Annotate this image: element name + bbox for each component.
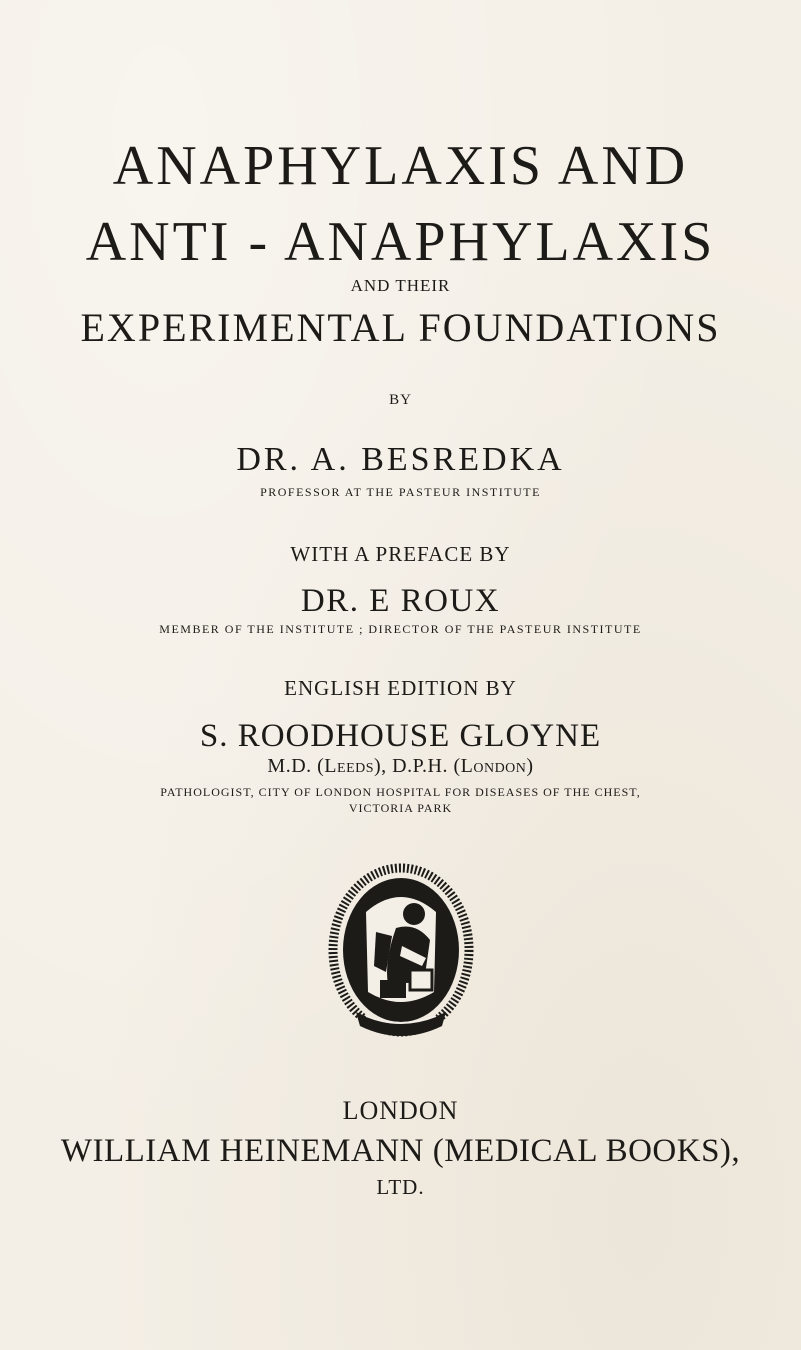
title-line-1: ANAPHYLAXIS AND — [112, 135, 689, 197]
imprint-suffix: LTD. — [376, 1175, 425, 1199]
author-by-label: BY — [389, 392, 412, 408]
title-line-4: EXPERIMENTAL FOUNDATIONS — [80, 305, 721, 350]
translator-role-line-2: VICTORIA PARK — [348, 801, 453, 815]
publisher-emblem-icon — [326, 862, 476, 1048]
preface-author-role: MEMBER OF THE INSTITUTE ; DIRECTOR OF THE PASTEUR INSTITUTE — [159, 622, 642, 636]
imprint-publisher: WILLIAM HEINEMANN (MEDICAL BOOKS), — [60, 1133, 741, 1169]
edition-by-label: ENGLISH EDITION BY — [284, 676, 517, 700]
author-role: PROFESSOR AT THE PASTEUR INSTITUTE — [260, 485, 541, 499]
preface-author-name: DR. E ROUX — [300, 583, 501, 619]
translator-qualifications: M.D. (Leeds), D.P.H. (London) — [267, 755, 534, 777]
translator-name: S. ROODHOUSE GLOYNE — [199, 718, 602, 754]
translator-role-line-1: PATHOLOGIST, CITY OF LONDON HOSPITAL FOR DISEASES OF THE CHEST, — [160, 785, 641, 799]
imprint-city: LONDON — [342, 1096, 459, 1125]
title-line-2: ANTI - ANAPHYLAXIS — [85, 211, 716, 273]
author-name: DR. A. BESREDKA — [236, 441, 565, 478]
title-line-3: AND THEIR — [350, 276, 451, 295]
preface-by-label: WITH A PREFACE BY — [290, 542, 511, 566]
